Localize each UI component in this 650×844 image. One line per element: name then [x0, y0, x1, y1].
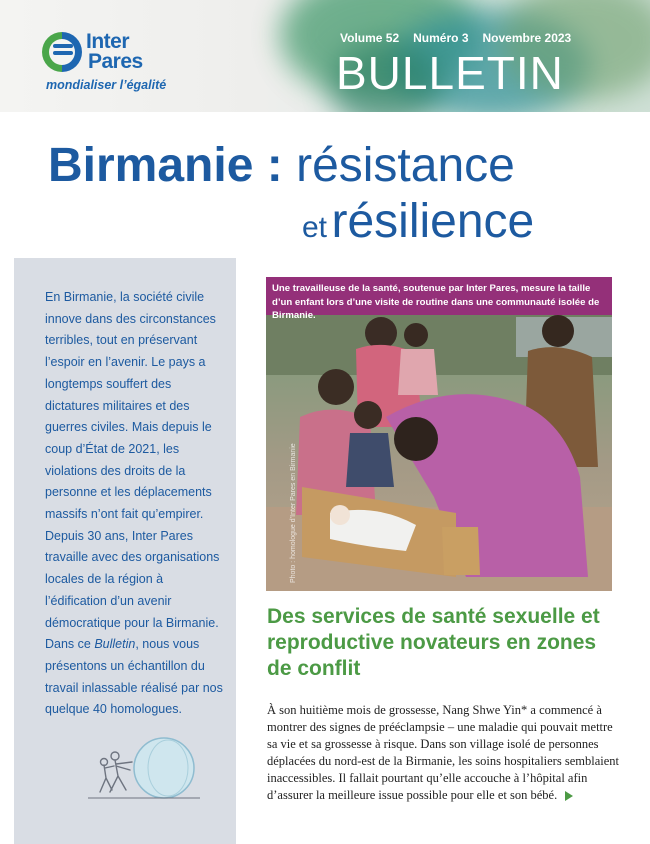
issue-info: [340, 31, 585, 45]
inter-pares-logo: [42, 30, 202, 100]
issue-volume: Volume 52: [340, 31, 400, 45]
person-figure: [100, 752, 132, 792]
logo-name-line-2: Pares: [88, 50, 143, 73]
page-title-line-1: [48, 136, 515, 196]
logo-equal-sign: [53, 44, 73, 58]
photo-caption: Une travailleuse de la santé, soutenue par Inter Pares, mesure la taille d’un enfant lors d’une visite de routine dans une communauté isolée de Birmanie.: [272, 283, 600, 321]
issue-number: Numéro 3: [413, 31, 469, 45]
title-word-resistance: résistance: [296, 139, 515, 192]
person-pushing-wheel-illustration: [88, 732, 208, 806]
title-conjunction: et: [302, 211, 328, 244]
article-body: [267, 702, 619, 803]
title-country: Birmanie: [48, 139, 254, 192]
bulletin-masthead: BULLETIN: [336, 47, 564, 99]
title-word-resilience: résilience: [331, 195, 535, 248]
intro-text-start: En Birmanie, la société civile innove dans des circonstances terribles, tout en préservant l’espoir en l’avenir. Le pays a longtemps souffert des dictatures militaires et des guerres civiles. Mais depuis le coup d’État de 2021, les violations des droits de la personne et les déplacements massifs n’ont fait qu’empirer. Depuis 30 ans, Inter Pares travaille avec des organisations locales de la région à l’édification d’un avenir démocratique pour la Birmanie. Dans ce: [45, 290, 220, 652]
intro-text-end: , nous vous présentons un échantillon du travail inlassable réalisé par nos quelque 40 homologues.: [45, 637, 223, 717]
continue-arrow-icon[interactable]: [565, 791, 573, 801]
article-body-text: À son huitième mois de grossesse, Nang Shwe Yin* a commencé à montrer des signes de prééclampsie – une maladie qui pouvait mettre sa vie et sa grossesse à risque. Dans son village isolé de personnes déplacées du nord-est de la Birmanie, les soins hospitaliers semblaient inaccessibles. Il fallait pourtant qu’elle accouche à l’hôpital afin d’assurer la meilleure issue possible pour elle et son bébé.: [267, 703, 619, 802]
logo-name: [86, 32, 206, 72]
photo-credit: Photo : homologue d’Inter Pares en Birmanie: [290, 443, 297, 583]
logo-tagline: mondialiser l’égalité: [46, 78, 167, 92]
cover-photo: [266, 277, 612, 591]
intro-bulletin-italic: Bulletin: [94, 637, 136, 652]
issue-date: Novembre 2023: [482, 31, 572, 45]
logo-name-line-1: Inter: [86, 30, 130, 53]
intro-paragraph: [45, 287, 223, 721]
article-heading: Des services de santé sexuelle et reproductive novateurs en zones de conflit: [267, 605, 600, 680]
page-title-line-2: [302, 192, 534, 263]
caption-bar: [266, 277, 612, 321]
masthead-band: [0, 0, 650, 112]
wheel-shape: [134, 738, 194, 798]
health-worker-scene: [266, 277, 612, 591]
title-colon: :: [266, 139, 283, 192]
